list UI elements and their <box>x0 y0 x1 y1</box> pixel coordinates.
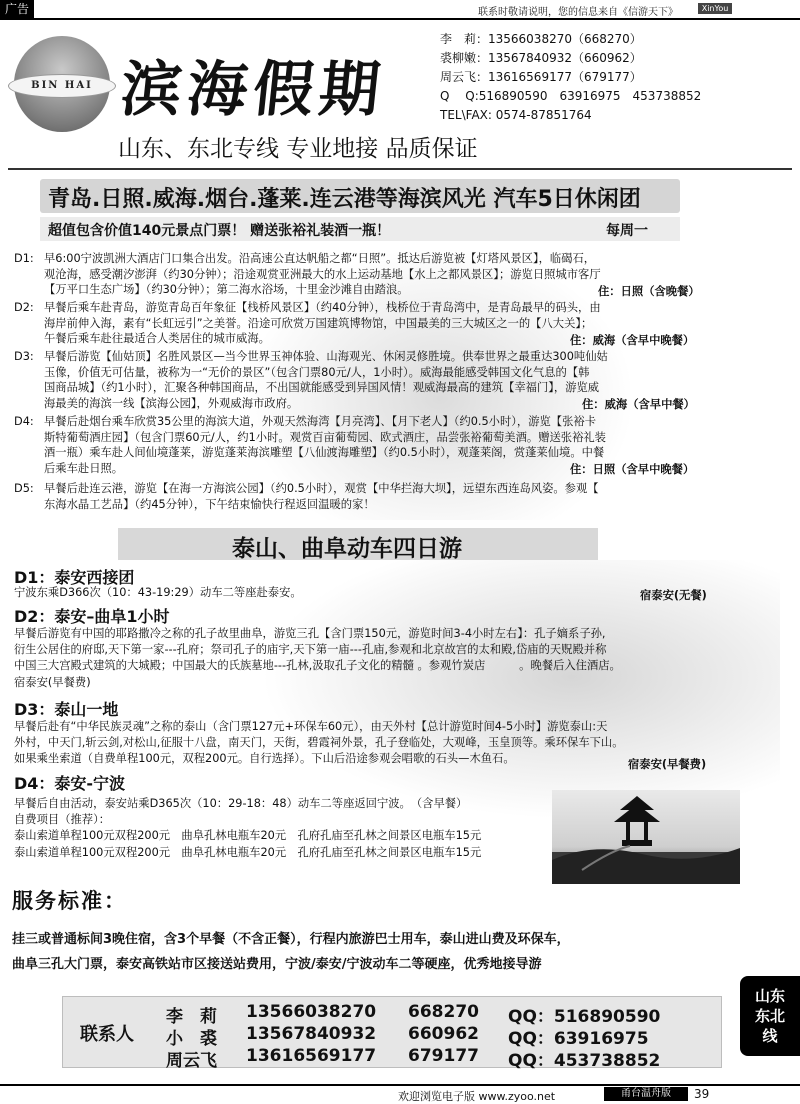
slogan: 山东、东北专线 专业地接 品质保证 <box>118 136 478 162</box>
day-label: D2: <box>14 301 34 314</box>
contact-short-number: 679177 <box>408 1046 479 1066</box>
day-text: 早餐后游览有中国的耶路撒冷之称的孔子故里曲阜，游览三孔【含门票150元，游览时间3-4小时左右】：孔子嫡系子孙, 衍生公居住的府邸,天下第一家---孔府；祭司孔子的庙宇,天下第一庙---孔庙,参观和北京故宫的太和殿,岱庙的天贶殿并称 中国三大宫殿式建筑的大城殿；中国最大的氏族墓地---孔林,汲取孔子文化的精髓 。参观竹炭店 。晚餐后入住酒店。 宿泰安(早餐费) <box>14 627 621 689</box>
contact-phone[interactable]: 13616569177 <box>246 1046 377 1066</box>
tour2-title: 泰山、曲阜动车四日游 <box>232 536 462 562</box>
contact-name: 小 裘 <box>166 1029 217 1049</box>
magazine-logo: XinYou <box>698 3 732 14</box>
contact-name: 周云飞 <box>166 1051 217 1071</box>
brand-title: 滨海假期 <box>117 55 390 125</box>
day-stay: 住：威海（含早中餐） <box>582 398 695 411</box>
contact-qq: QQ：516890590 <box>508 1007 661 1027</box>
pavilion-photo <box>552 790 740 884</box>
tour1-subtitle: 超值包含价值140元景点门票！ 赠送张裕礼装酒一瓶！ <box>48 223 391 239</box>
day-text: 早餐后自由活动，泰安站乘D365次（10：29-18：48）动车二等座返回宁波。 （含早餐） 自费项目（推荐）： 泰山索道单程100元双程200元 曲阜孔林电瓶车20元 孔府孔庙至孔林之间景区电瓶车15元 泰山索道单程100元双程200元 曲阜孔林电瓶车20元 孔府孔庙至孔林之间景区电瓶车15元 <box>14 797 482 859</box>
service-standards-title: 服务标准： <box>12 889 127 913</box>
day-text: 早餐后乘车赴青岛，游览青岛百年象征【栈桥风景区】（约40分钟），栈桥位于青岛湾中，是青岛最早的码头，由 海岸前伸入海，素有“长虹远引”之美誉。沿途可欣赏万国建筑博物馆，中国最美的三大城区之一的【八大关】； 午餐后乘车赴往最适合人类居住的城市威海。 <box>44 301 601 346</box>
day-stay: 宿泰安(早餐费) <box>628 758 707 771</box>
day-text: 宁波东乘D366次（10：43-19:29）动车二等座赴泰安。 <box>14 586 302 599</box>
day-label: D1: <box>14 252 34 265</box>
contact-label: 联系人 <box>80 1024 134 1045</box>
contact-phone[interactable]: 13566038270 <box>246 1002 377 1022</box>
contact-qq: QQ：453738852 <box>508 1051 661 1071</box>
contact-line: Q Q:516890590 63916975 453738852 <box>440 89 702 103</box>
contact-qq: QQ：63916975 <box>508 1029 649 1049</box>
region-side-tab: 山东 东北 线 <box>740 976 800 1056</box>
contact-line: 裘柳嫩：13567840932（660962） <box>440 51 642 65</box>
day-stay: 住：威海（含早中晚餐） <box>570 334 695 347</box>
day-text: 早餐后赴连云港，游览【在海一方海滨公园】（约0.5小时），观赏【中华拦海大坝】，远望东西连岛风姿。参观【 东海水晶工艺品】（约45分钟），下午结束愉快行程返回温暖的家！ <box>44 482 599 511</box>
contact-phone[interactable]: 13567840932 <box>246 1024 377 1044</box>
day-heading: D2：泰安–曲阜1小时 <box>14 607 170 626</box>
day-label: D5: <box>14 482 34 495</box>
day-heading: D1：泰安西接团 <box>14 568 135 587</box>
day-label: D3: <box>14 350 34 363</box>
day-text: 早6:00宁波凯洲大酒店门口集合出发。沿高速公直达帆船之都“日照”。抵达后游览被【灯塔风景区】，临碣石， 观沧海，感受潮汐澎湃（约30分钟）；沿途观赏亚洲最大的水上运动基地【水上之都风景区】；游览日照城市客厅 【万平口生态广场】（约30分钟）；第二海水浴场，十里金沙滩自由踏浪。 <box>44 252 601 297</box>
day-text: 早餐后游览【仙姑顶】名胜风景区—当今世界玉神体验、山海观光、休闲灵修胜境。供奉世界之最重达300吨仙姑 玉像，价值无可估量，被称为一“无价的景区”（包含门票80元/人，1小时）。威海最能感受韩国文化气息的【韩 国商品城】（约1小时），汇聚各种韩国商品，不出国就能感受到异国风情！观威海最高的建筑【幸福门】，游览威 海最美的海滨一线【滨海公园】，外观威海市政府。 <box>44 350 608 410</box>
header-contacts <box>440 30 701 125</box>
contact-line: 周云飞：13616569177（679177） <box>440 70 642 84</box>
logo-text: BIN HAI <box>8 74 116 98</box>
contact-short-number: 660962 <box>408 1024 479 1044</box>
contact-line: TEL\FAX: 0574-87851764 <box>440 108 592 122</box>
header-divider <box>8 168 792 170</box>
contact-short-number: 668270 <box>408 1002 479 1022</box>
day-text: 早餐后赴有“中华民族灵魂”之称的泰山（含门票127元+环保车60元），由天外村【总计游览时间4-5小时】游览泰山:天 外村，中天门,斩云剑,对松山,征服十八盘，南天门，天街，碧霞祠外景，孔子登临处，大观峰，玉皇顶等。乘环保车下山。 如果乘坐索道（自费单程100元，双程200元。自行选择）。下山后沿途参观会唱歌的石头—木鱼石。 <box>14 720 624 766</box>
contact-name: 李 莉 <box>166 1007 217 1027</box>
ad-tag: 广告 <box>0 0 34 18</box>
top-divider <box>0 18 800 20</box>
day-text: 早餐后赴烟台乘车欣赏35公里的海滨大道，外观天然海湾【月亮湾】、【月下老人】（约0.5小时），游览【张裕卡 斯特葡萄酒庄园】（包含门票60元/人，约1小时。观赏百亩葡萄园、欧式酒庄，品尝张裕葡萄美酒。赠送张裕礼装 酒一瓶）乘车赴人间仙境蓬莱，游览蓬莱海滨雕塑【八仙渡海雕塑】（约0.5小时），观蓬莱阁，赏蓬莱仙境。中餐 后乘车赴日照。 <box>44 415 606 475</box>
contact-line: 李 莉：13566038270（668270） <box>440 32 642 46</box>
day-stay: 住：日照（含晚餐） <box>598 285 700 298</box>
day-heading: D3：泰山一地 <box>14 700 119 719</box>
day-stay: 宿泰安(无餐) <box>640 589 707 602</box>
service-standards-line: 挂三或普通标间3晚住宿，含3个早餐（不含正餐），行程内旅游巴士用车，泰山进山费及环保车， <box>12 932 570 947</box>
day-stay: 住：日照（含早中晚餐） <box>570 463 695 476</box>
tour1-title: 青岛.日照.威海.烟台.蓬莱.连云港等海滨风光 汽车5日休闲团 <box>48 187 641 212</box>
day-heading: D4：泰安-宁波 <box>14 774 126 793</box>
footer-website: 欢迎浏览电子版 www.zyoo.net <box>398 1090 556 1103</box>
source-notice: 联系时敬请说明，您的信息来自《信游天下》 <box>478 7 678 18</box>
service-standards-line: 曲阜三孔大门票，泰安高铁站市区接送站费用，宁波/泰安/宁波动车二等硬座，优秀地接导游 <box>12 957 542 972</box>
tour1-schedule: 每周一 <box>606 223 648 239</box>
footer-divider <box>0 1084 800 1086</box>
day-label: D4: <box>14 415 34 428</box>
page-number: 39 <box>694 1087 710 1101</box>
edition-tag: 甬台温舟版 <box>604 1087 688 1101</box>
